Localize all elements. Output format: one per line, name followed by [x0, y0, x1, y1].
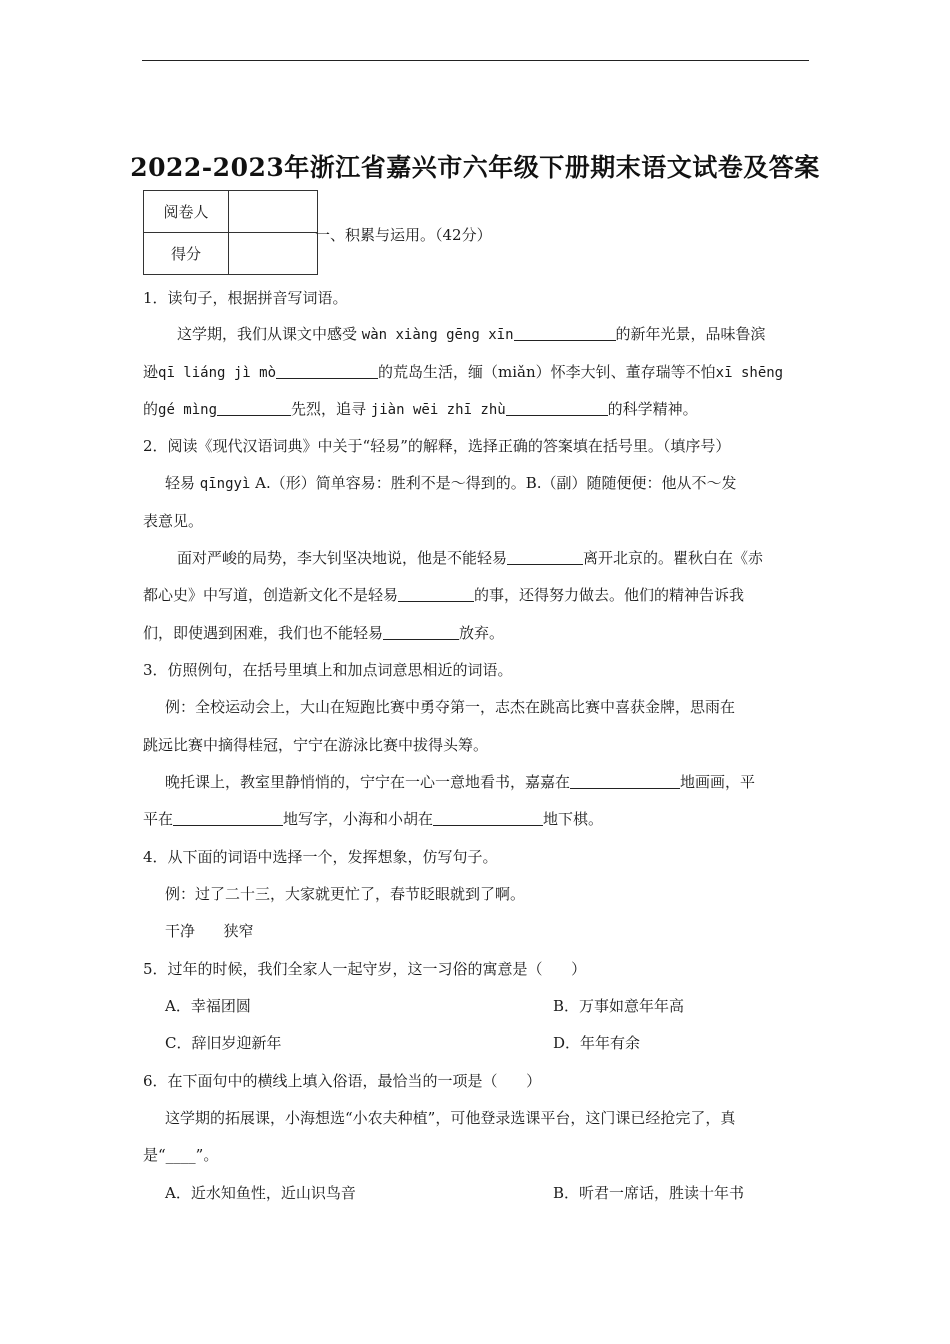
header-rule: [142, 60, 809, 61]
question-6-option-b[interactable]: B．听君一席话，胜读十年书: [553, 1184, 745, 1202]
text: 逊: [143, 363, 159, 381]
pinyin: wàn xiàng gēng xīn: [361, 327, 514, 343]
question-1-line-3: [143, 399, 698, 420]
score-label: 得分: [144, 233, 229, 275]
question-5-stem: 5．过年的时候，我们全家人一起守岁，这一习俗的寓意是（ ）: [143, 960, 587, 978]
question-4-example: 例：过了二十三，大家就更忙了，春节眨眼就到了啊。: [165, 885, 526, 903]
question-2-stem: 2．阅读《现代汉语词典》中关于“轻易”的解释，选择正确的答案填在括号里。（填序号）: [143, 437, 731, 455]
document-title: 2022-2023年浙江省嘉兴市六年级下册期末语文试卷及答案: [130, 153, 820, 182]
question-3-example-1: 例：全校运动会上，大山在短跑比赛中勇夺第一，志杰在跳高比赛中喜获金牌，思雨在: [165, 698, 736, 716]
text: A.（形）简单容易：胜利不是～得到的。B.（副）随随便便：他从不～发: [250, 474, 737, 492]
question-5-option-b[interactable]: B．万事如意年年高: [553, 997, 685, 1015]
text: 都心史》中写道，创造新文化不是轻易: [143, 586, 399, 604]
question-1-stem: 1．读句子，根据拼音写词语。: [143, 289, 348, 307]
answer-blank[interactable]: [507, 549, 583, 565]
score-table: [143, 190, 318, 275]
text: 地画画，平: [680, 773, 756, 791]
question-6-stem: 6．在下面句中的横线上填入俗语，最恰当的一项是（ ）: [143, 1072, 542, 1090]
score-field[interactable]: [229, 233, 318, 275]
text: 的荒岛生活，缅（miǎn）怀李大钊、董存瑞等不怕: [378, 363, 716, 381]
answer-blank[interactable]: [398, 586, 474, 602]
answer-blank[interactable]: [173, 810, 283, 826]
text: 这学期，我们从课文中感受: [177, 325, 362, 343]
question-6-option-a[interactable]: A．近水知鱼性，近山识鸟音: [165, 1184, 356, 1202]
question-3-line-2: [143, 809, 603, 829]
text: 的新年光景，品味鲁滨: [615, 325, 766, 343]
question-1-line-1: [177, 324, 766, 345]
question-2-line-1: [177, 548, 763, 568]
text: 晚托课上，教室里静悄悄的，宁宁在一心一意地看书，嘉嘉在: [165, 773, 571, 791]
answer-blank[interactable]: [383, 624, 459, 640]
reviewer-field[interactable]: [229, 191, 318, 233]
question-2-definition-cont: 表意见。: [143, 512, 204, 530]
question-2-line-2: [143, 585, 744, 605]
text: 地下棋。: [543, 810, 604, 828]
text: 的: [143, 400, 159, 418]
question-4-stem: 4．从下面的词语中选择一个，发挥想象，仿写句子。: [143, 848, 498, 866]
question-4-words: 干净 狭窄: [165, 922, 254, 940]
question-5-option-a[interactable]: A．幸福团圆: [165, 997, 251, 1015]
pinyin: xī shēng: [715, 365, 784, 381]
answer-blank[interactable]: [506, 400, 608, 416]
answer-blank[interactable]: [217, 400, 291, 416]
text: 地写字，小海和小胡在: [283, 810, 434, 828]
question-1-line-2: [143, 362, 783, 383]
answer-blank[interactable]: [433, 810, 543, 826]
answer-blank[interactable]: [570, 773, 680, 789]
question-3-stem: 3．仿照例句，在括号里填上和加点词意思相近的词语。: [143, 661, 513, 679]
question-6-line-2: 是“____”。: [143, 1146, 219, 1164]
pinyin: qīngyì: [199, 476, 251, 492]
section-heading: 一、积累与运用。（42分）: [315, 226, 492, 244]
text: 的科学精神。: [607, 400, 698, 418]
text: 放弃。: [459, 624, 505, 642]
text: 的事，还得努力做去。他们的精神告诉我: [474, 586, 745, 604]
question-3-example-2: 跳远比赛中摘得桂冠，宁宁在游泳比赛中拔得头筹。: [143, 736, 489, 754]
question-2-definition: [165, 473, 737, 494]
text: 平在: [143, 810, 174, 828]
question-5-option-c[interactable]: C．辞旧岁迎新年: [165, 1034, 282, 1052]
pinyin: jiàn wēi zhī zhù: [370, 402, 506, 418]
text: 先烈，追寻: [291, 400, 371, 418]
text: 离开北京的。瞿秋白在《赤: [583, 549, 764, 567]
question-3-line-1: [165, 772, 755, 792]
text: 们，即使遇到困难，我们也不能轻易: [143, 624, 384, 642]
answer-blank[interactable]: [514, 325, 616, 341]
reviewer-label: 阅卷人: [144, 191, 229, 233]
answer-blank[interactable]: [276, 363, 378, 379]
question-5-option-d[interactable]: D．年年有余: [553, 1034, 641, 1052]
text: 面对严峻的局势，李大钊坚决地说，他是不能轻易: [177, 549, 508, 567]
pinyin: gé mìng: [158, 402, 218, 418]
pinyin: qī liáng jì mò: [158, 365, 277, 381]
text: 轻易: [165, 474, 200, 492]
question-6-line-1: 这学期的拓展课，小海想选“小农夫种植”，可他登录选课平台，这门课已经抢完了，真: [165, 1109, 736, 1127]
question-2-line-3: [143, 623, 504, 643]
